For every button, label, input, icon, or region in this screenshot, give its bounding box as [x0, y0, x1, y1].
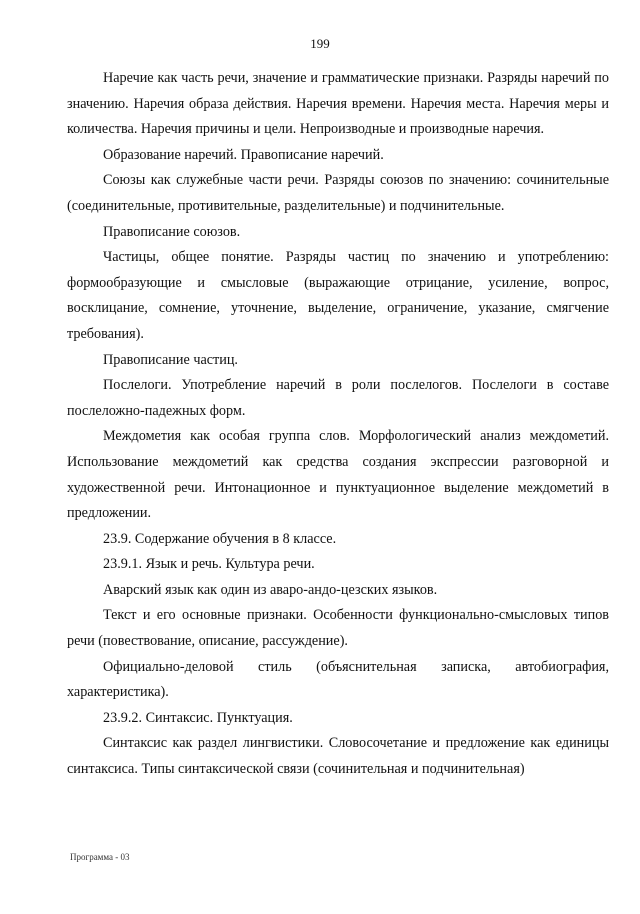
paragraph-particles: Частицы, общее понятие. Разряды частиц по значению и употреблению: формообразующие и смысловые (выражающие отрицание, усиление, вопрос, восклицание, сомнение, уточнение, выделение, ограничение, указание, смягчение требования). — [67, 249, 609, 342]
paragraph-postpositions: Послелоги. Употребление наречий в роли послелогов. Послелоги в составе послеложно-падежных форм. — [67, 377, 609, 419]
paragraph-syntax: Синтаксис как раздел лингвистики. Словосочетание и предложение как единицы синтаксиса. Типы синтаксической связи (сочинительная и подчинительная) — [67, 735, 609, 778]
paragraph-conjunctions: Союзы как служебные части речи. Разряды союзов по значению: сочинительные (соединительные, противительные, разделительные) и подчинительные. — [67, 172, 609, 214]
paragraph-conjunction-spelling: Правописание союзов. — [103, 223, 241, 240]
page-number: 199 — [310, 36, 330, 51]
section-heading-8th-grade: 23.9. Содержание обучения в 8 классе. — [103, 530, 337, 547]
subsection-language-speech: 23.9.1. Язык и речь. Культура речи. — [103, 556, 315, 573]
body-text — [67, 66, 609, 783]
paragraph-adverbs: Наречие как часть речи, значение и грамматические признаки. Разряды наречий по значению. Наречия образа действия. Наречия времени. Наречия места. Наречия меры и количества. Наречия причины и цели. Непроизводные и производные наречия. — [67, 70, 609, 138]
subsection-syntax: 23.9.2. Синтаксис. Пунктуация. — [103, 709, 293, 726]
paragraph-particle-spelling: Правописание частиц. — [103, 351, 238, 368]
paragraph-adverb-formation: Образование наречий. Правописание наречий. — [103, 146, 384, 163]
footer-label: Программа - 03 — [70, 852, 130, 862]
paragraph-business-style: Официально-деловой стиль (объяснительная записка, автобиография, характеристика). — [67, 658, 609, 701]
paragraph-interjections: Междометия как особая группа слов. Морфологический анализ междометий. Использование междометий как средства создания экспрессии разговорной и художественной речи. Интонационное и пунктуационное выделение междометий в предложении. — [67, 428, 609, 522]
paragraph-text-features: Текст и его основные признаки. Особенности функционально-смысловых типов речи (повествование, описание, рассуждение). — [67, 607, 609, 650]
paragraph-avar-language: Аварский язык как один из аваро-андо-цезских языков. — [103, 581, 438, 598]
